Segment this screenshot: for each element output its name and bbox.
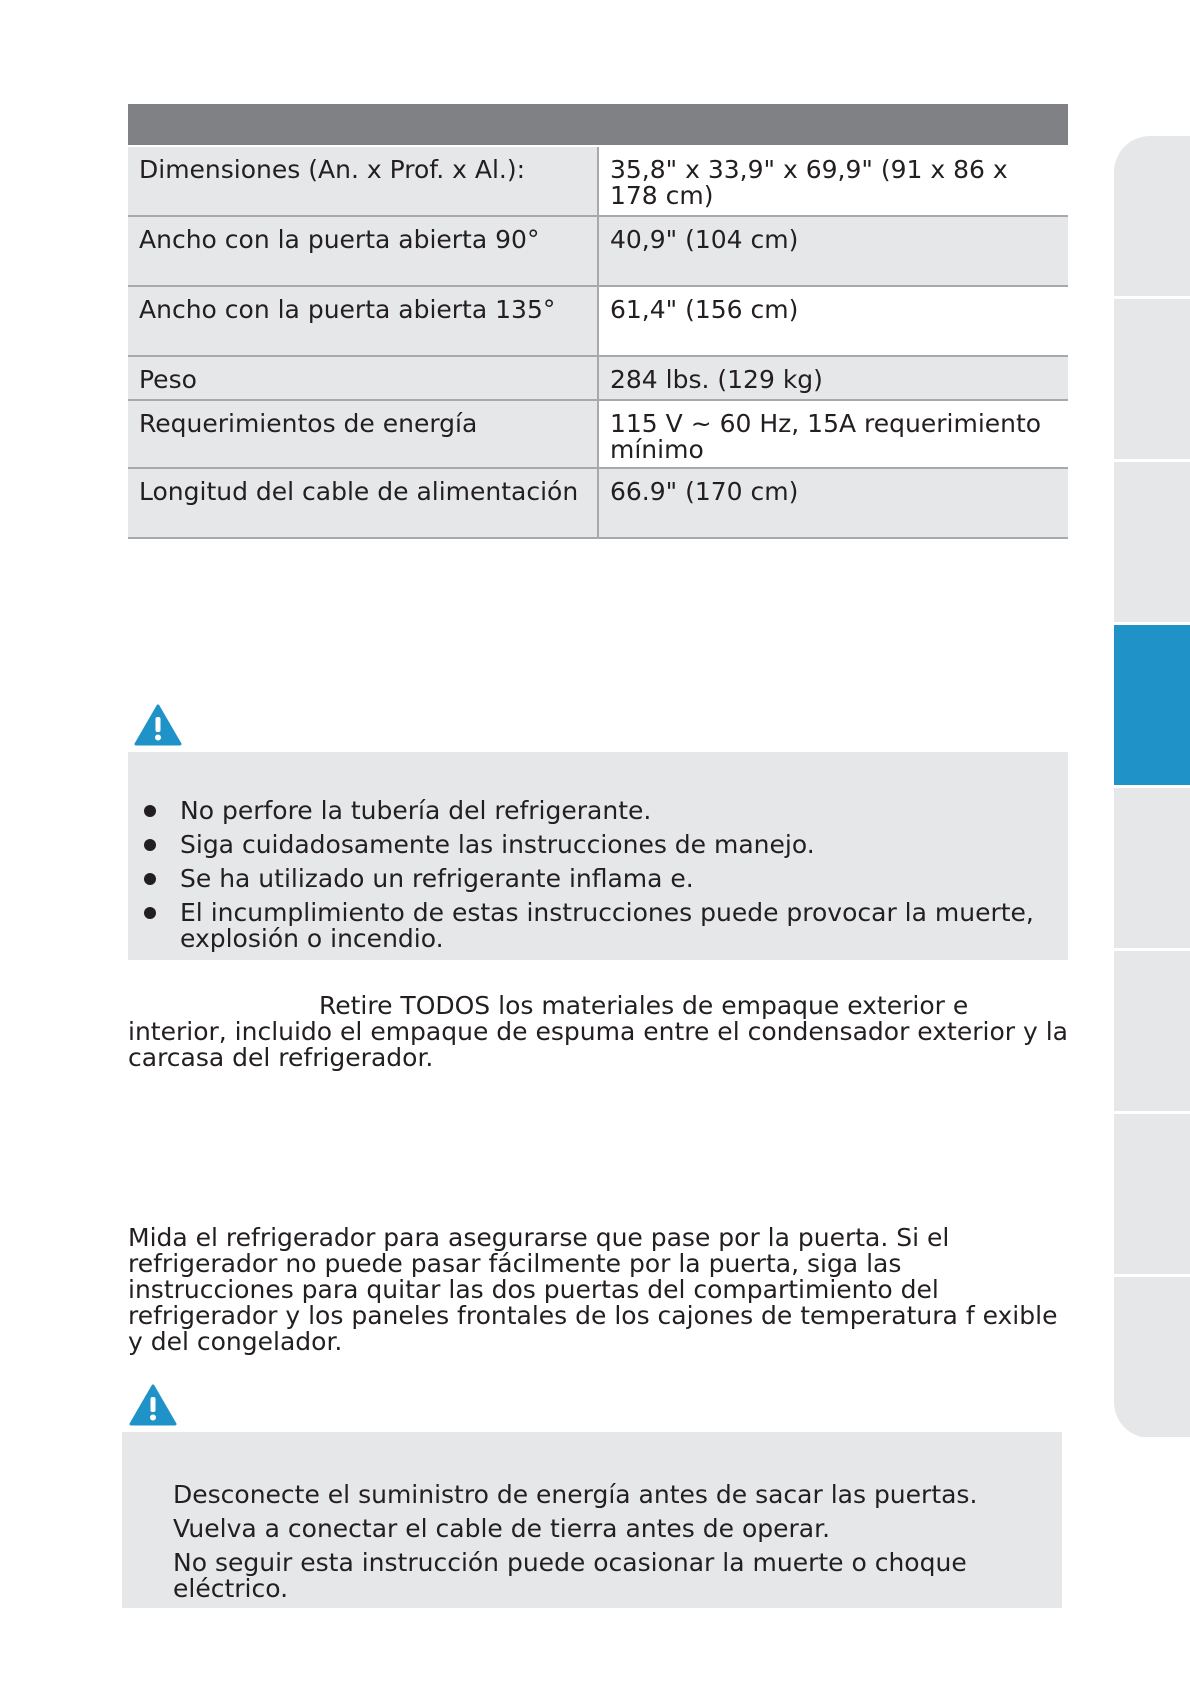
table-header-cell: [128, 104, 1068, 146]
table-row: [128, 286, 1068, 356]
spec-label: Requerimientos de energía: [128, 400, 598, 468]
table-header-bar: [128, 104, 1068, 146]
warning-item: Se ha utilizado un refrigerante inflama e.: [180, 866, 1058, 892]
spec-value: 61,4" (156 cm): [598, 286, 1068, 356]
warning-list: [173, 1482, 1052, 1602]
section-tab-2[interactable]: [1114, 299, 1190, 459]
section-tab-4-active[interactable]: [1114, 625, 1190, 785]
warning-item: El incumplimiento de estas instrucciones puede provocar la muerte, explosión o incendio.: [180, 900, 1058, 952]
spec-label: Ancho con la puerta abierta 135°: [128, 286, 598, 356]
table-row: [128, 216, 1068, 286]
table-row: [128, 400, 1068, 468]
spec-value: 35,8" x 33,9" x 69,9" (91 x 86 x 178 cm): [598, 146, 1068, 216]
electrical-warning-box: [122, 1432, 1062, 1608]
table-row: [128, 356, 1068, 400]
spec-label: Dimensiones (An. x Prof. x Al.):: [128, 146, 598, 216]
section-tab-1[interactable]: [1114, 136, 1190, 296]
table-row: [128, 146, 1068, 216]
spec-value: 66.9" (170 cm): [598, 468, 1068, 538]
spec-value: 284 lbs. (129 kg): [598, 356, 1068, 400]
section-tab-6[interactable]: [1114, 951, 1190, 1111]
measure-paragraph: Mida el refrigerador para asegurarse que pase por la puerta. Si el refrigerador no puede pasar fácilmente por la puerta, siga las instrucciones para quitar las dos puertas del compartimiento del refrigerador y los paneles frontales de los cajones de temperatura f exible y del congelador.: [128, 1223, 1058, 1356]
warning-item: No perfore la tubería del refrigerante.: [180, 798, 1058, 824]
spec-label: Ancho con la puerta abierta 90°: [128, 216, 598, 286]
section-tab-5[interactable]: [1114, 788, 1190, 948]
warning-item: Siga cuidadosamente las instrucciones de manejo.: [180, 832, 1058, 858]
section-tab-7[interactable]: [1114, 1114, 1190, 1274]
warning-item: Vuelva a conectar el cable de tierra antes de operar.: [173, 1514, 831, 1543]
spec-label: Peso: [128, 356, 598, 400]
warning-triangle-icon: [134, 704, 182, 746]
section-tab-3[interactable]: [1114, 462, 1190, 622]
table-row: [128, 468, 1068, 538]
warning-triangle-icon: [129, 1384, 177, 1426]
warning-item: No seguir esta instrucción puede ocasionar la muerte o choque eléctrico.: [173, 1548, 967, 1603]
section-tabs: [1114, 136, 1190, 1438]
spec-value: 40,9" (104 cm): [598, 216, 1068, 286]
spec-value: 115 V ~ 60 Hz, 15A requerimiento mínimo: [598, 400, 1068, 468]
specifications-table: [128, 104, 1068, 539]
refrigerant-warning-box: [128, 752, 1068, 960]
spec-label: Longitud del cable de alimentación: [128, 468, 598, 538]
section-tab-8[interactable]: [1114, 1277, 1190, 1437]
unpack-paragraph: Retire TODOS los materiales de empaque exterior e interior, incluido el empaque de espuma entre el condensador exterior y la carcasa del refrigerador.: [128, 991, 1068, 1072]
warning-list: [180, 798, 1058, 952]
warning-item: Desconecte el suministro de energía antes de sacar las puertas.: [173, 1480, 978, 1509]
